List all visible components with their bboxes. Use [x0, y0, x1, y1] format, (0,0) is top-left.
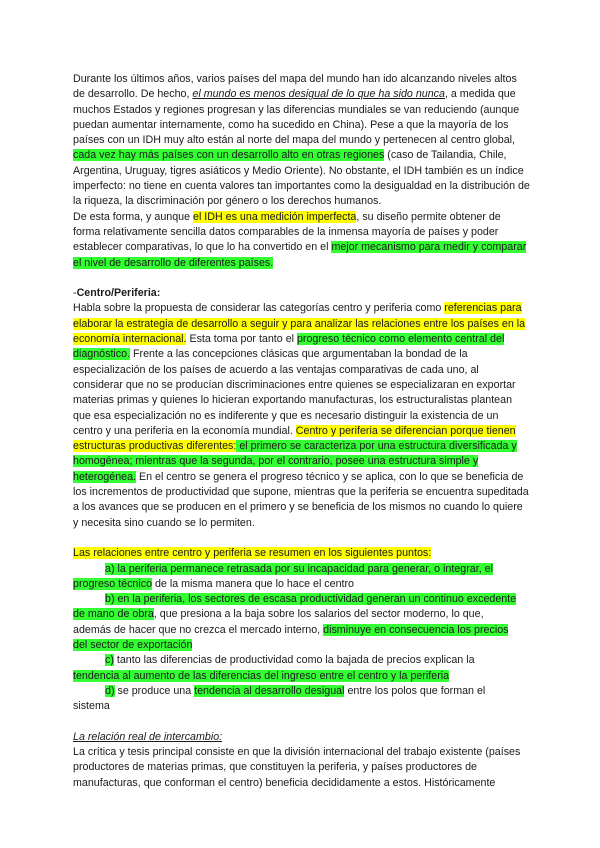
highlight-green: progreso técnico — [73, 577, 153, 590]
highlight-green: d) — [105, 684, 115, 697]
paragraph-idh-2: De esta forma, y aunque el IDH es una medición imperfecta, su diseño permite obtener de forma relativamente sencilla datos comparables de la inmensa mayoría de países y poder establecer comparativas, lo que lo ha convertido en el mejor mecanismo para medir y comparar el nivel de desarrollo de diferentes países. — [73, 210, 527, 269]
list-item-d-cont: sistema — [73, 700, 110, 713]
paragraph-centro-periferia: Habla sobre la propuesta de considerar las categorías centro y periferia como referencias para elaborar la estrategia de desarrollo a seguir y para analizar las relaciones entre los países en la economía internacional. Esta toma por tanto el progreso técnico como elemento central del diagnóstico. Frente a las concepciones clásicas que argumentaban la bondad de la especialización de los países de acuerdo a las ventajas comparativas de cada uno, al considerar que no se producían discriminaciones entre quienes se especializaran en exportar materias primas y quienes lo hicieran exportando manufacturas, los estructuralistas plantean que esa especialización no es indiferente y que es necesario distinguir la existencia de un centro y una periferia en la economía mundial. Centro y periferia se diferencian porque tienen estructuras productivas diferentes: el primero se caracteriza por una estructura diversificada y homogénea; mientras que la segunda, por el contrario, posee una estructura simple y heterogénea. En el centro se genera el progreso técnico y se aplica, con lo que se beneficia de los incrementos de productividad que supone, mientras que la periferia se encuentra supeditada a los avances que se producen en el primero y se beneficia de los mismos no cuando lo quiere y necesita sino cuando se lo permiten. — [73, 302, 529, 529]
section-heading-relacion-real: La relación real de intercambio: — [73, 730, 223, 743]
highlight-green: de mano de obra — [73, 608, 154, 621]
highlight-green: a) la periferia permanece retrasada por su incapacidad para generar, o integrar, el — [105, 562, 493, 575]
list-item-c: c) tanto las diferencias de productividad como la bajada de precios explican la — [105, 654, 475, 667]
highlight-green: del sector de exportación — [73, 638, 193, 651]
highlight-green: b) en la periferia, los sectores de escasa productividad generan un continuo excedente — [105, 593, 517, 606]
highlight-green: el primero se caracteriza por una estructura diversificada y homogénea; mientras que la segunda, por el contrario, posee una estructura simple y heterogénea. — [73, 440, 517, 483]
highlight-green: c) — [105, 654, 114, 667]
list-item-a-cont: progreso técnico de la misma manera que lo hace el centro — [73, 577, 354, 590]
list-item-b-cont3 — [73, 638, 531, 653]
highlight-green: tendencia al desarrollo desigual — [194, 684, 345, 697]
highlight-green: cada vez hay más países con un desarrollo alto en otras regiones — [73, 149, 385, 162]
section-heading-centro-periferia: -Centro/Periferia: — [73, 287, 161, 300]
list-item-c-cont — [73, 669, 531, 684]
list-item-a — [73, 562, 531, 577]
highlight-yellow: referencias para elaborar la estrategia de desarrollo a seguir y para analizar las relaciones entre los países en la economía internacional. — [73, 302, 526, 346]
document-body — [73, 72, 531, 791]
highlight-green: progreso técnico como elemento central del diagnóstico. — [73, 333, 505, 361]
highlight-yellow: Centro y periferia se diferencian porque tienen estructuras productivas diferentes: — [73, 424, 516, 453]
list-item-b-cont: de mano de obra, que presiona a la baja sobre los salarios del sector moderno, lo que, — [73, 608, 484, 621]
highlight-green: tendencia al aumento de las diferencias del ingreso entre el centro y la periferia — [73, 669, 450, 682]
list-item-b — [73, 592, 531, 607]
highlight-green: mejor mecanismo para medir y comparar el nivel de desarrollo de diferentes países. — [73, 241, 527, 269]
paragraph-relacion-real: La crítica y tesis principal consiste en que la división internacional del trabajo existente (países productores de materias primas, que constituyen la periferia, y países productores de manufacturas, que conforman el centro) beneficia decididamente a estos. Históricamente — [73, 746, 521, 789]
highlight-yellow: Las relaciones entre centro y periferia se resumen en los siguientes puntos: — [73, 547, 432, 560]
list-item-d: d) se produce una tendencia al desarrollo desigual entre los polos que forman el — [105, 684, 486, 697]
list-item-b-cont2: además de hacer que no crezca el mercado interno, disminuye en consecuencia los precios — [73, 623, 509, 636]
emphasis-text: el mundo es menos desigual de lo que ha sido nunca — [192, 88, 445, 101]
list-intro — [73, 546, 531, 561]
paragraph-idh-1: Durante los últimos años, varios países del mapa del mundo han ido alcanzando niveles altos de desarrollo. De hecho, el mundo es menos desigual de lo que ha sido nunca, a medida que muchos Estados y regiones progresan y las diferencias mundiales se van reduciendo (aunque puedan aumentar internamente, como ha sucedido en China). Pese a que la mayoría de los países con un IDH muy alto están al norte del mapa del mundo y pertenecen al centro global, cada vez hay más países con un desarrollo alto en otras regiones (caso de Tailandia, Chile, Argentina, Uruguay, tigres asiáticos y Medio Oriente). No obstante, el IDH también es un índice imperfecto: no tiene en cuenta valores tan importantes como la desigualdad en la distribución de la riqueza, la discriminación por género o los derechos humanos. — [73, 73, 530, 208]
highlight-green: disminuye en consecuencia los precios — [323, 623, 509, 636]
highlight-yellow: el IDH es una medición imperfecta — [193, 210, 357, 223]
